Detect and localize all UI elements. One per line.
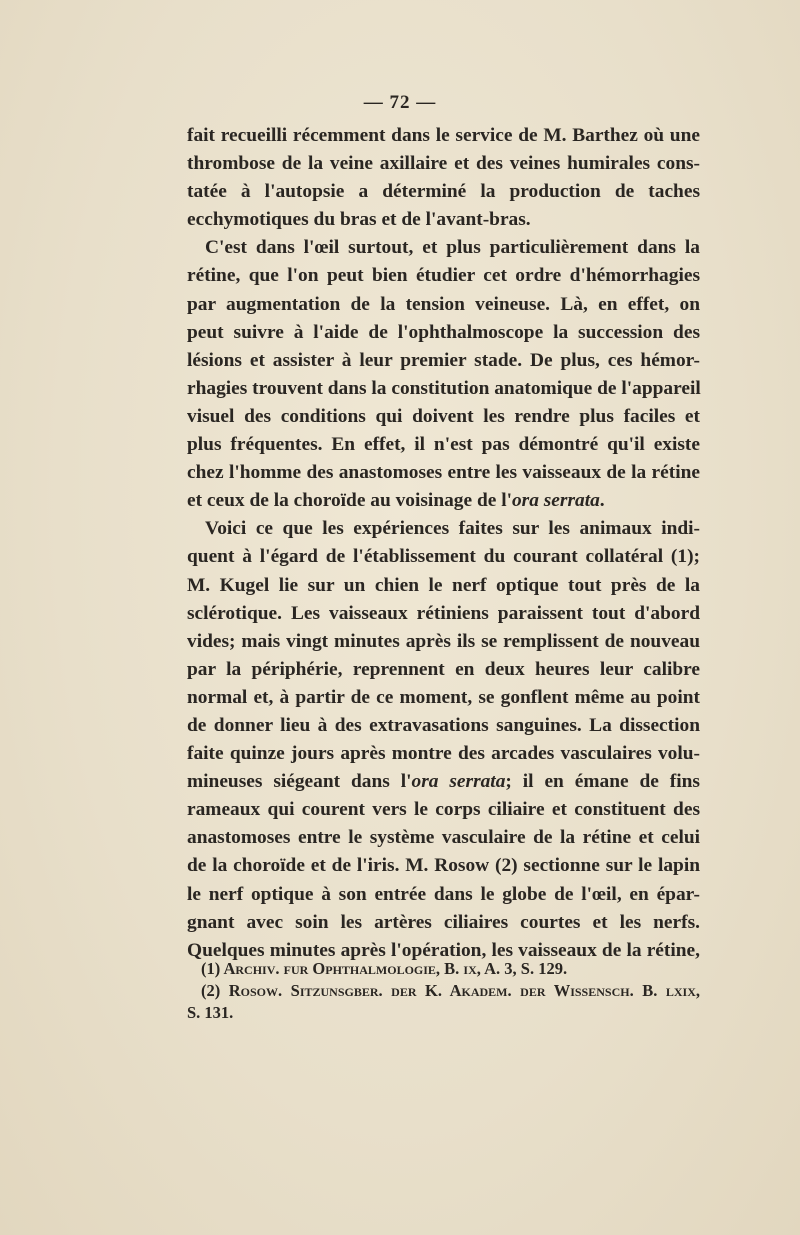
text-line: Quelques minutes après l'opération, les vaisseaux de la rétine, [187, 939, 700, 961]
text-line: rétine, que l'on peut bien étudier cet ordre d'hémorrhagies [187, 265, 700, 287]
text-line: peut suivre à l'aide de l'ophthalmoscope la succession des [187, 321, 700, 343]
body-text [187, 122, 700, 965]
text-line: faite quinze jours après montre des arcades vasculaires volu- [187, 743, 700, 765]
text-line: C'est dans l'œil surtout, et plus particulièrement dans la [205, 237, 700, 259]
footnote: (2) Rosow. Sitzunsgber. der K. Akadem. der Wissensch. B. lxix, [201, 981, 700, 1000]
text-line: anastomoses entre le système vasculaire de la rétine et celui [187, 827, 700, 849]
text-line: gnant avec soin les artères ciliaires courtes et les nerfs. [187, 911, 700, 933]
footnotes [187, 958, 700, 1024]
text-line: lésions et assister à leur premier stade. De plus, ces hémor- [187, 349, 700, 371]
footnote-continuation: S. 131. [187, 1003, 234, 1022]
text-line: chez l'homme des anastomoses entre les vaisseaux de la rétine [187, 462, 700, 484]
text-line: ecchymotiques du bras et de l'avant-bras. [187, 209, 531, 231]
text-segment: . [599, 490, 605, 512]
footnote: (1) Archiv. fur Ophthalmologie, B. ix, A. 3, S. 129. [201, 959, 568, 978]
text-line: Voici ce que les expériences faites sur les animaux indi- [205, 518, 700, 540]
text-line: vides; mais vingt minutes après ils se remplissent de nouveau [187, 630, 700, 652]
text-line: quent à l'égard de l'établissement du courant collatéral (1); [187, 546, 700, 568]
text-segment: et ceux de la choroïde au voisinage de l' [187, 490, 512, 512]
text-line: par la périphérie, reprennent en deux heures leur calibre [187, 658, 700, 680]
text-line [187, 768, 700, 796]
text-line: visuel des conditions qui doivent les rendre plus faciles et [187, 405, 700, 427]
italic-term: ora serrata [411, 771, 506, 793]
text-line: M. Kugel lie sur un chien le nerf optique tout près de la [187, 574, 700, 596]
text-line [187, 487, 700, 515]
text-line: par augmentation de la tension veineuse. Là, en effet, on [187, 293, 700, 315]
text-line: thrombose de la veine axillaire et des veines humirales cons- [187, 153, 700, 175]
text-line: sclérotique. Les vaisseaux rétiniens paraissent tout d'abord [187, 602, 700, 624]
text-segment: mineuses siégeant dans l' [187, 771, 412, 793]
text-line: rhagies trouvent dans la constitution anatomique de l'appareil [187, 377, 701, 399]
text-line: le nerf optique à son entrée dans le globe de l'œil, en épar- [187, 883, 700, 905]
text-segment: ; il en émane de fins [505, 771, 700, 793]
page-number: — 72 — [363, 92, 437, 113]
text-line: de donner lieu à des extravasations sanguines. La dissection [187, 714, 700, 736]
text-line: fait recueilli récemment dans le service de M. Barthez où une [187, 125, 700, 146]
text-line: tatée à l'autopsie a déterminé la production de taches [187, 181, 700, 203]
text-line: rameaux qui courent vers le corps ciliaire et constituent des [187, 799, 700, 821]
text-line: normal et, à partir de ce moment, se gonflent même au point [187, 686, 700, 708]
text-line: plus fréquentes. En effet, il n'est pas démontré qu'il existe [187, 434, 700, 456]
text-line: de la choroïde et de l'iris. M. Rosow (2) sectionne sur le lapin [187, 855, 700, 877]
italic-term: ora serrata [511, 490, 600, 512]
